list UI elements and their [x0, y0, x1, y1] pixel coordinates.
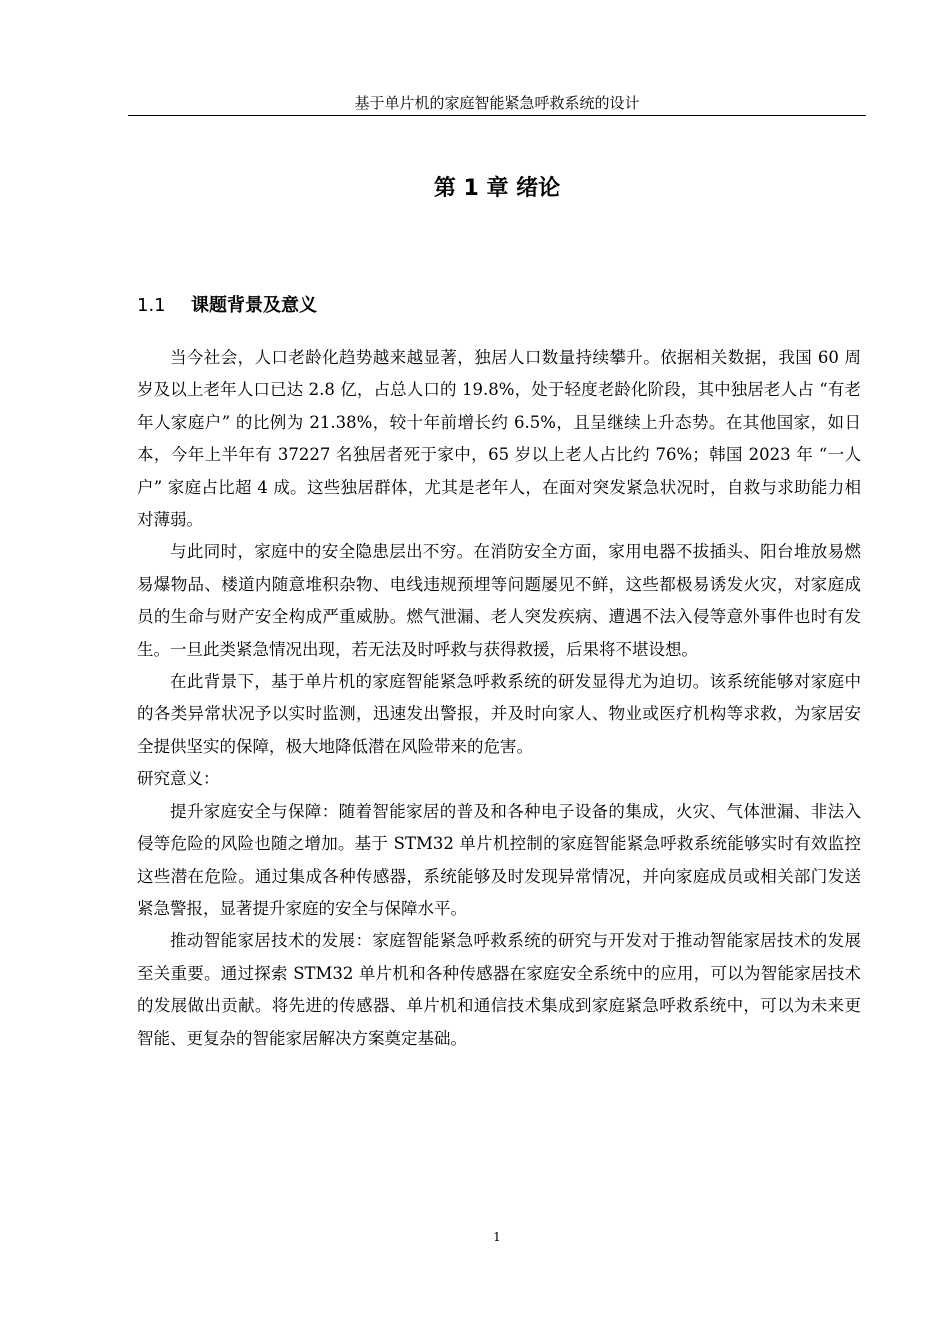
section-title: 课题背景及意义 [191, 295, 317, 316]
paragraph-system-necessity: 在此背景下，基于单片机的家庭智能紧急呼救系统的研发显得尤为迫切。该系统能够对家庭中的各类异常状况予以实时监测，迅速发出警报，并及时向家人、物业或医疗机构等求救，为家居安全提供坚实的保障，极大地降低潜在风险带来的危害。 [137, 672, 861, 756]
paragraph-smart-home-development: 推动智能家居技术的发展：家庭智能紧急呼救系统的研究与开发对于推动智能家居技术的发展至关重要。通过探索 STM32 单片机和各种传感器在家庭安全系统中的应用，可以为智能家居技术的发展做出贡献。将先进的传感器、单片机和通信技术集成到家庭紧急呼救系统中，可以为未来更智能、更复杂的智能家居解决方案奠定基础。 [137, 931, 861, 1048]
chapter-title: 第 1 章 绪论 [433, 176, 561, 201]
section-heading [137, 293, 317, 319]
research-significance-label: 研究意义： [137, 769, 220, 789]
section-number: 1.1 [137, 295, 166, 316]
running-header: 基于单片机的家庭智能紧急呼救系统的设计 [128, 93, 866, 116]
paragraph-aging-background: 当今社会，人口老龄化趋势越来越显著，独居人口数量持续攀升。依据相关数据，我国 60 周岁及以上老年人口已达 2.8 亿，占总人口的 19.8%，处于轻度老龄化阶段，其中独居老人占 “有老年人家庭户” 的比例为 21.38%，较十年前增长约 6.5%，且呈继续上升态势。在其他国家，如日本，今年上半年有 37227 名独居者死于家中，65 岁以上老人占比约 76%；韩国 2023 年 “一人户” 家庭占比超 4 成。这些独居群体，尤其是老年人，在面对突发紧急状况时，自救与求助能力相对薄弱。 [137, 348, 861, 530]
paragraph-home-hazards: 与此同时，家庭中的安全隐患层出不穷。在消防安全方面，家用电器不拔插头、阳台堆放易燃易爆物品、楼道内随意堆积杂物、电线违规预埋等问题屡见不鲜，这些都极易诱发火灾，对家庭成员的生命与财产安全构成严重威胁。燃气泄漏、老人突发疾病、遭遇不法入侵等意外事件也时有发生。一旦此类紧急情况出现，若无法及时呼救与获得救援，后果将不堪设想。 [137, 542, 861, 659]
page-number: 1 [493, 1230, 501, 1244]
paragraph-safety-improvement: 提升家庭安全与保障：随着智能家居的普及和各种电子设备的集成，火灾、气体泄漏、非法入侵等危险的风险也随之增加。基于 STM32 单片机控制的家庭智能紧急呼救系统能够实时有效监控这些潜在危险。通过集成各种传感器，系统能够及时发现异常情况，并向家庭成员或相关部门发送紧急警报，显著提升家庭的安全与保障水平。 [137, 801, 861, 918]
body-text [137, 342, 861, 1055]
